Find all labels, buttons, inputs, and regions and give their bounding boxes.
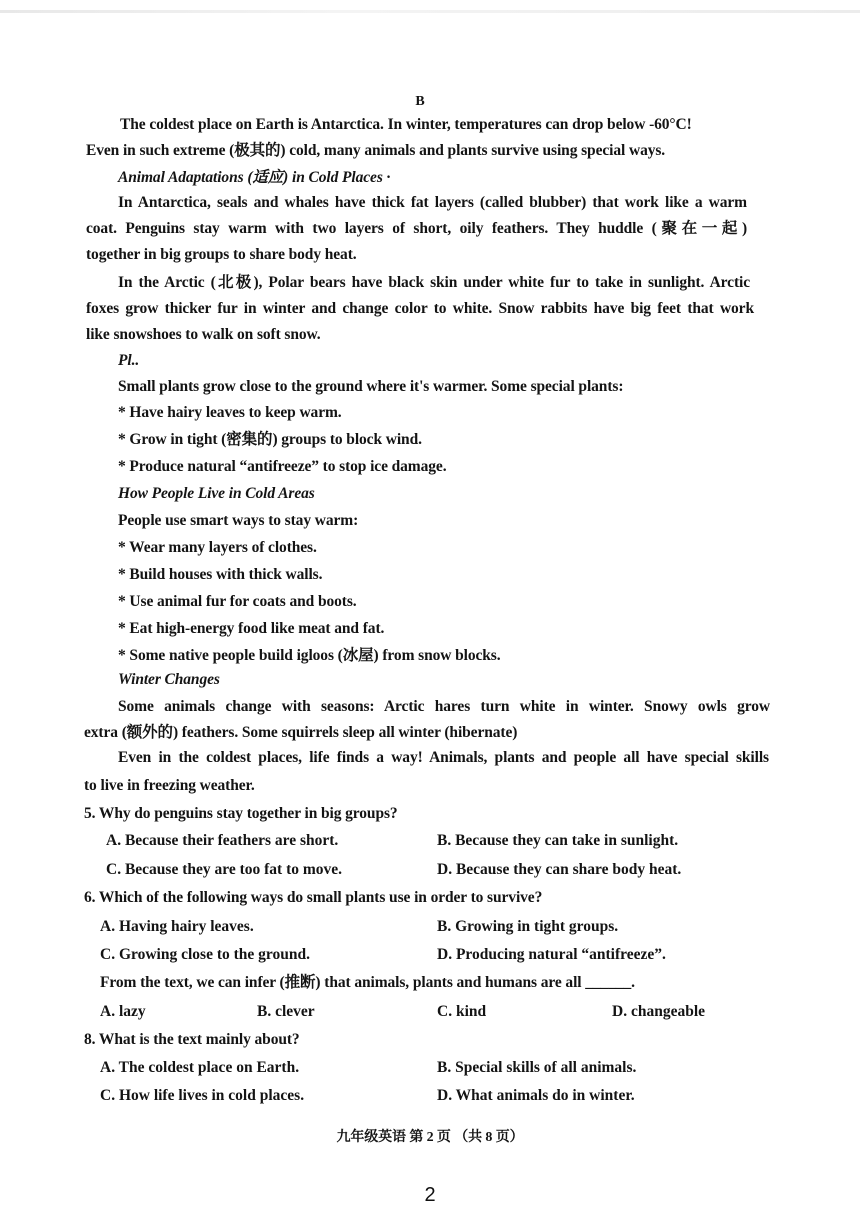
animal-para-2-line-1: In the Arctic (北极), Polar bears have black skin under white fur to take in sunlight. Arctic	[118, 274, 750, 291]
plant-bullet-1: * Have hairy leaves to keep warm.	[118, 404, 342, 421]
question-6-option-c[interactable]: C. Growing close to the ground.	[100, 946, 310, 963]
question-7-stem: From the text, we can infer (推断) that animals, plants and humans are all ______.	[100, 974, 635, 991]
question-8-option-c[interactable]: C. How life lives in cold places.	[100, 1087, 305, 1104]
intro-line-2: Even in such extreme (极其的) cold, many animals and plants survive using special ways.	[86, 142, 666, 159]
question-6-stem: 6. Which of the following ways do small plants use in order to survive?	[84, 889, 543, 906]
animal-para-2-line-3: like snowshoes to walk on soft snow.	[86, 326, 321, 343]
scan-edge	[0, 10, 860, 13]
question-6-option-a[interactable]: A. Having hairy leaves.	[100, 918, 254, 935]
heading-winter-changes: Winter Changes	[118, 671, 220, 688]
people-bullet-5: * Some native people build igloos (冰屋) from snow blocks.	[118, 647, 501, 664]
people-bullet-4: * Eat high-energy food like meat and fat.	[118, 620, 385, 637]
animal-para-1-line-3: together in big groups to share body heat.	[86, 246, 357, 263]
question-6-option-b[interactable]: B. Growing in tight groups.	[437, 918, 619, 935]
animal-para-1-line-2: coat. Penguins stay warm with two layers of short, oily feathers. They huddle (聚在一起)	[86, 220, 747, 237]
heading-plants: Pl..	[118, 352, 140, 369]
question-8-option-b[interactable]: B. Special skills of all animals.	[437, 1059, 637, 1076]
page-footer: 九年级英语 第 2 页 （共 8 页）	[336, 1130, 524, 1145]
animal-para-2-line-2: foxes grow thicker fur in winter and change color to white. Snow rabbits have big feet that work	[86, 300, 754, 317]
heading-animal-adaptations: Animal Adaptations (适应) in Cold Places ·	[118, 169, 391, 186]
question-5-option-d[interactable]: D. Because they can share body heat.	[437, 861, 682, 878]
page-number: 2	[424, 1184, 436, 1206]
conclusion-line-2: to live in freezing weather.	[84, 777, 255, 794]
question-7-option-b[interactable]: B. clever	[257, 1003, 315, 1020]
intro-line-1: The coldest place on Earth is Antarctica. In winter, temperatures can drop below -60°C!	[120, 116, 692, 133]
animal-para-1-line-1: In Antarctica, seals and whales have thick fat layers (called blubber) that work like a warm	[118, 194, 747, 211]
question-7-option-c[interactable]: C. kind	[437, 1003, 487, 1020]
question-5-stem: 5. Why do penguins stay together in big groups?	[84, 805, 398, 822]
people-bullet-3: * Use animal fur for coats and boots.	[118, 593, 357, 610]
heading-people: How People Live in Cold Areas	[118, 485, 315, 502]
question-6-option-d[interactable]: D. Producing natural “antifreeze”.	[437, 946, 666, 963]
winter-para-line-1: Some animals change with seasons: Arctic hares turn white in winter. Snowy owls grow	[118, 698, 770, 715]
question-8-option-d[interactable]: D. What animals do in winter.	[437, 1087, 635, 1104]
people-bullet-2: * Build houses with thick walls.	[118, 566, 323, 583]
people-intro: People use smart ways to stay warm:	[118, 512, 359, 529]
plant-bullet-3: * Produce natural “antifreeze” to stop ice damage.	[118, 458, 447, 475]
conclusion-line-1: Even in the coldest places, life finds a way! Animals, plants and people all have special skills	[118, 749, 769, 766]
question-5-option-b[interactable]: B. Because they can take in sunlight.	[437, 832, 679, 849]
plants-intro: Small plants grow close to the ground where it's warmer. Some special plants:	[118, 378, 624, 395]
section-title: B	[415, 94, 425, 109]
question-5-option-a[interactable]: A. Because their feathers are short.	[106, 832, 339, 849]
question-7-option-a[interactable]: A. lazy	[100, 1003, 146, 1020]
question-8-stem: 8. What is the text mainly about?	[84, 1031, 300, 1048]
people-bullet-1: * Wear many layers of clothes.	[118, 539, 317, 556]
winter-para-line-2: extra (额外的) feathers. Some squirrels sleep all winter (hibernate)	[84, 724, 518, 741]
question-7-option-d[interactable]: D. changeable	[612, 1003, 705, 1020]
plant-bullet-2: * Grow in tight (密集的) groups to block wind.	[118, 431, 422, 448]
question-8-option-a[interactable]: A. The coldest place on Earth.	[100, 1059, 300, 1076]
question-5-option-c[interactable]: C. Because they are too fat to move.	[106, 861, 343, 878]
